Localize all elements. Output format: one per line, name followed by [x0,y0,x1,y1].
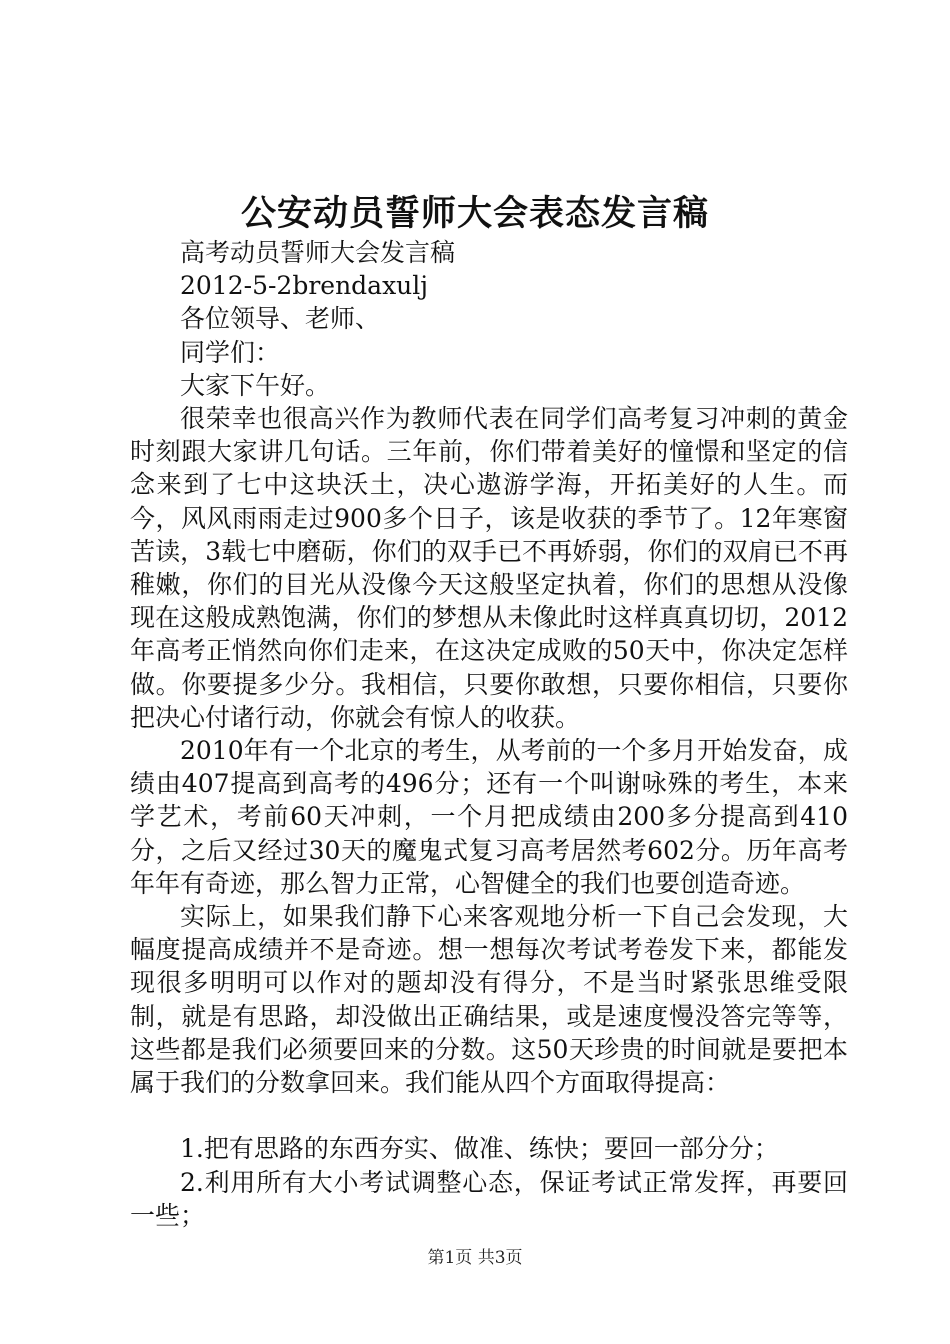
salutation-students: 同学们： [180,337,281,367]
document-body [130,236,848,1232]
salutation-leaders: 各位领导、老师、 [180,304,381,334]
paragraph: 很荣幸也很高兴作为教师代表在同学们高考复习冲刺的黄金时刻跟大家讲几句话。三年前，你们带着美好的憧憬和坚定的信念来到了七中这块沃土，决心遨游学海，开拓美好的人生。而今，风风雨雨走过900多个日子，该是收获的季节了。12年寒窗苦读，3载七中磨砺，你们的双手已不再娇弱，你们的双肩已不再稚嫩，你们的目光从没像今天这般坚定执着，你们的思想从没像现在这般成熟饱满，你们的梦想从未像此时这样真真切切，2012年高考正悄然向你们走来，在这决定成败的50天中，你决定怎样做。你要提多少分。我相信，只要你敢想，只要你相信，只要你把决心付诸行动，你就会有惊人的收获。 [130,404,848,732]
paragraph-gap [130,1099,848,1132]
document-title: 公安动员誓师大会表态发言稿 [240,193,709,234]
list-item: 2.利用所有大小考试调整心态，保证考试正常发挥，再要回一些； [130,1167,848,1230]
document-subtitle: 高考动员誓师大会发言稿 [180,238,456,267]
document-date-author: 2012-5-2brendaxulj [180,271,429,301]
paragraph: 实际上，如果我们静下心来客观地分析一下自己会发现，大幅度提高成绩并不是奇迹。想一想每次考试考卷发下来，都能发现很多明明可以作对的题却没有得分，不是当时紧张思维受限制，就是有思路，却没做出正确结果，或是速度慢没答完等等，这些都是我们必须要回来的分数。这50天珍贵的时间就是要把本属于我们的分数拿回来。我们能从四个方面取得提高： [130,902,848,1098]
page-number-footer: 第1页 共3页 [427,1248,523,1268]
list-item: 1.把有思路的东西夯实、做准、练快；要回一部分分； [180,1134,779,1164]
greeting: 大家下午好。 [180,370,331,400]
paragraph: 2010年有一个北京的考生，从考前的一个多月开始发奋，成绩由407提高到高考的496分；还有一个叫谢咏殊的考生，本来学艺术，考前60天冲刺，一个月把成绩由200多分提高到410分，之后又经过30天的魔鬼式复习高考居然考602分。历年高考年年有奇迹，那么智力正常，心智健全的我们也要创造奇迹。 [130,736,848,898]
